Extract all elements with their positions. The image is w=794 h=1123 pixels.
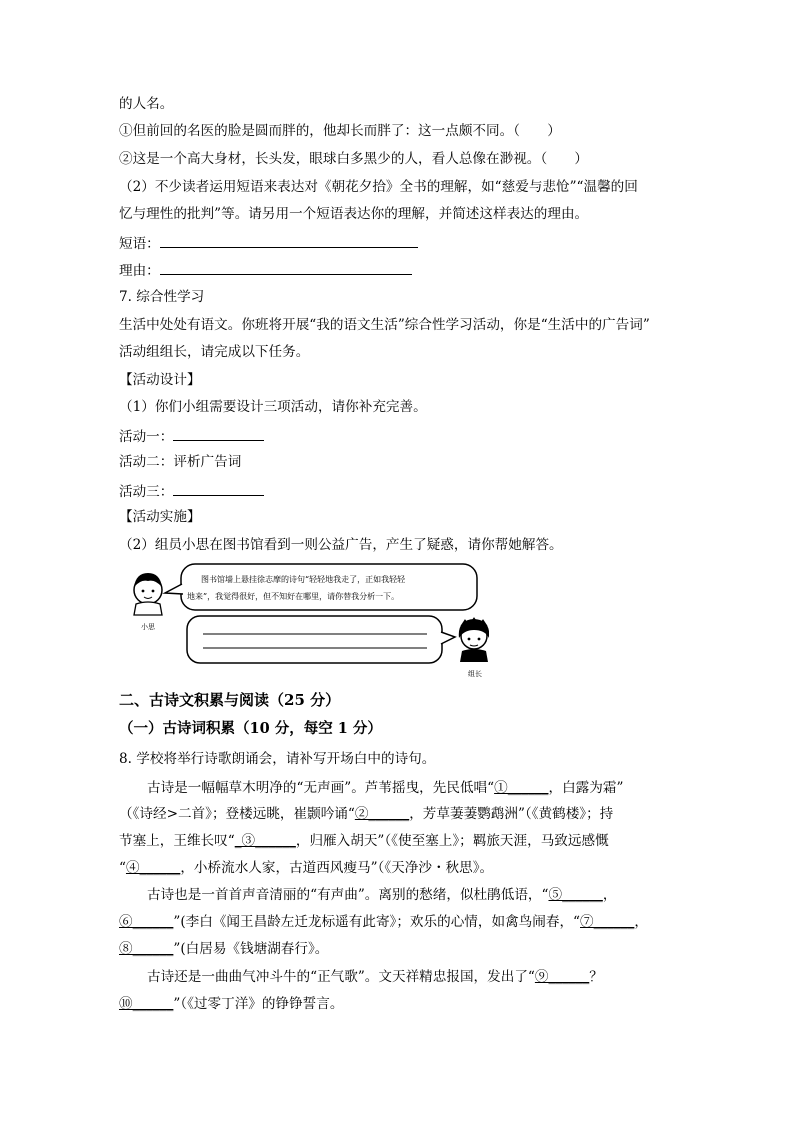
q7-title: 7. 综合性学习 <box>119 289 205 305</box>
blank-1[interactable]: ①______ <box>494 780 549 796</box>
poem-para-2-line-1 <box>147 886 616 904</box>
q7-intro-2: 活动组组长，请完成以下任务。 <box>119 344 310 360</box>
speech-bubble-leader[interactable] <box>187 616 455 663</box>
blank-2[interactable]: ②______ <box>354 806 410 822</box>
line-4: （2）不少读者运用短语来表达对《朝花夕拾》全书的理解，如“慈爱与悲怆”“温馨的回 <box>119 179 638 195</box>
text-segment: ？ <box>589 969 603 985</box>
q7-part2: （2）组员小思在图书馆看到一则公益广告，产生了疑惑，请你帮她解答。 <box>119 537 563 553</box>
text-segment: 节塞上，王维长叹“ <box>119 833 235 849</box>
line-5: 忆与理性的批判”等。请另用一个短语表达你的理解，并简述这样表达的理由。 <box>119 206 589 222</box>
phrase-label: 短语： <box>119 236 160 252</box>
comic-illustration <box>119 560 489 682</box>
blank-6[interactable]: ⑥______ <box>119 914 174 930</box>
poem-para-3-line-1 <box>147 968 603 986</box>
text-segment: ，小桥流水人家，古道西风瘦马”（《天净沙・秋思》。 <box>180 860 494 876</box>
blank-9[interactable]: ⑨______ <box>534 969 590 985</box>
reason-row <box>119 260 412 280</box>
text-segment: ”(李白《闻王昌龄左迁龙标遥有此寄》；欢乐的心情，如禽鸟闹春，“ <box>173 914 580 930</box>
activity-3-answer-line[interactable] <box>173 481 264 496</box>
text-segment: ，白露为霜” <box>548 780 624 796</box>
blank-7[interactable]: ⑦______ <box>580 914 635 930</box>
girl-name: 小思 <box>141 623 155 631</box>
poem-para-1-line-4 <box>119 859 493 877</box>
poem-para-3-line-2 <box>119 995 343 1013</box>
phrase-answer-line[interactable] <box>160 233 418 248</box>
reason-answer-line[interactable] <box>160 260 412 275</box>
speech-bubble-girl <box>165 564 477 610</box>
text-segment: ”（《过零丁洋》的铮铮誓言。 <box>173 996 344 1012</box>
blank-3[interactable]: _③______ <box>234 833 296 849</box>
q8-prompt: 8. 学校将举行诗歌朗诵会，请补写开场白中的诗句。 <box>119 751 436 767</box>
text-segment: 古诗是一幅幅草木明净的“无声画”。芦苇摇曳，先民低唱“ <box>147 780 495 796</box>
text-segment: ， <box>634 914 648 930</box>
section-2-subtitle: （一）古诗词积累（10 分，每空 1 分） <box>119 720 382 737</box>
poem-para-1-line-1 <box>147 779 623 797</box>
poem-para-1-line-3 <box>119 832 609 850</box>
text-segment: （《诗经>二首》；登楼远眺，崔颢吟诵“ <box>119 806 355 822</box>
line-3: ②这是一个高大身材，长头发，眼球白多黑少的人，看人总像在渺视。（ ） <box>119 151 588 167</box>
text-segment: ，归雁入胡天”（《使至塞上》；羁旅天涯，马致远感慨 <box>295 833 609 849</box>
leader-name: 组长 <box>468 670 482 678</box>
text-segment: ， <box>602 887 617 903</box>
blank-8[interactable]: ⑧______ <box>119 941 174 957</box>
girl-figure <box>134 573 162 615</box>
activity-3-row <box>119 481 264 501</box>
poem-para-2-line-3 <box>119 940 328 958</box>
leader-figure <box>459 618 489 662</box>
activity-1-row <box>119 426 264 446</box>
text-segment: ”(白居易《钱塘湖春行》。 <box>173 941 329 957</box>
line-2: ①但前回的名医的脸是圆而胖的，他却长而胖了：这一点颇不同。（ ） <box>119 123 561 139</box>
activity-1-answer-line[interactable] <box>173 426 264 441</box>
bubble-line-1: 图书馆墙上悬挂徐志摩的诗句“轻轻地我走了，正如我轻轻 <box>201 575 406 584</box>
blank-10[interactable]: ⑩______ <box>119 996 174 1012</box>
activity-impl-heading: 【活动实施】 <box>119 509 201 525</box>
text-segment: 古诗还是一曲曲气冲斗牛的“正气歌”。文天祥精忠报国，发出了“ <box>147 969 535 985</box>
activity-2: 活动二：评析广告词 <box>119 454 242 470</box>
activity-3-label: 活动三： <box>119 484 174 500</box>
text-segment: 古诗也是一首首声音清丽的“有声曲”。离别的愁绪，似杜鹃低语，“ <box>147 887 549 903</box>
activity-1-label: 活动一： <box>119 429 174 445</box>
blank-4[interactable]: ④______ <box>125 860 181 876</box>
activity-design-heading: 【活动设计】 <box>119 372 201 388</box>
reason-label: 理由： <box>119 263 160 279</box>
phrase-row <box>119 233 418 253</box>
text-segment: “ <box>119 860 126 876</box>
poem-para-2-line-2 <box>119 913 648 931</box>
poem-para-1-line-2 <box>119 805 613 823</box>
line-1: 的人名。 <box>119 96 174 112</box>
section-2-title: 二、古诗文积累与阅读（25 分） <box>119 691 341 709</box>
blank-5[interactable]: ⑤______ <box>548 887 603 903</box>
q7-part1: （1）你们小组需要设计三项活动，请你补充完善。 <box>119 399 427 415</box>
q7-intro-1: 生活中处处有语文。你班将开展“我的语文生活”综合性学习活动，你是“生活中的广告词” <box>119 317 650 333</box>
bubble-line-2: 地来”，我觉得很好，但不知好在哪里，请你替我分析一下。 <box>187 592 400 601</box>
text-segment: ，芳草萋萋鹦鹉洲”（《黄鹤楼》；持 <box>409 806 614 822</box>
